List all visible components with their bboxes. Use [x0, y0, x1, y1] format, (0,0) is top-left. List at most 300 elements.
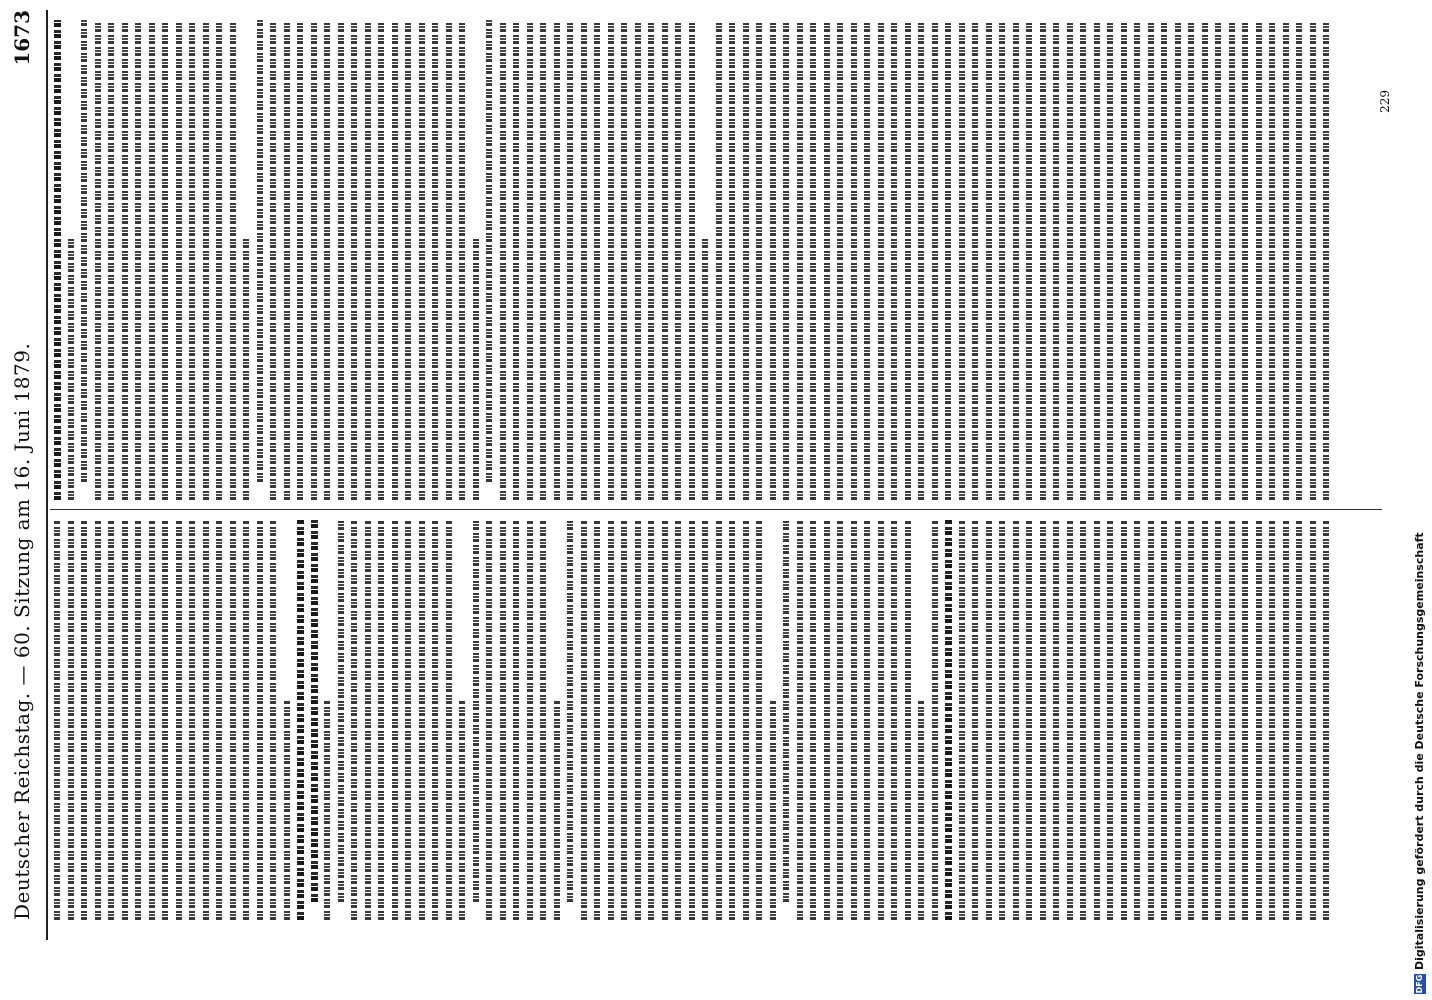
text-line-ink [176, 520, 182, 920]
text-line [995, 20, 1009, 500]
text-line [496, 520, 510, 920]
text-line-ink [1067, 20, 1073, 500]
text-line-ink [675, 520, 681, 920]
text-line-ink [729, 520, 735, 920]
text-line-ink [1242, 520, 1248, 920]
text-line [928, 20, 942, 500]
text-line [509, 520, 523, 920]
text-line-ink [54, 520, 60, 920]
text-line [212, 20, 226, 500]
text-line [1130, 20, 1144, 500]
text-line [887, 20, 901, 500]
text-line-ink [270, 20, 276, 500]
text-line-ink [918, 20, 924, 500]
text-line [982, 520, 996, 920]
text-line [1036, 520, 1050, 920]
text-line [334, 520, 348, 920]
text-line-ink [1134, 20, 1140, 500]
text-line-ink [1202, 520, 1208, 920]
signature-mark: 229 [1378, 90, 1392, 113]
text-line-ink [662, 520, 668, 920]
text-line-ink [176, 20, 182, 500]
text-line-ink [203, 520, 209, 920]
text-line-ink [149, 520, 155, 920]
text-line [1319, 520, 1333, 920]
text-line [874, 520, 888, 920]
text-line-ink [392, 20, 398, 500]
text-line-ink [432, 20, 438, 500]
text-line-ink [702, 520, 708, 920]
text-line [685, 520, 699, 920]
text-line-ink [1296, 20, 1302, 500]
text-line-ink [1107, 520, 1113, 920]
text-line-ink [1283, 20, 1289, 500]
text-line-ink [567, 520, 573, 902]
text-line-ink [1202, 20, 1208, 500]
text-line-ink [621, 20, 627, 500]
text-line [1252, 520, 1266, 920]
text-line [388, 520, 402, 920]
text-line [509, 20, 523, 500]
text-line-ink [932, 20, 938, 500]
text-line [1117, 520, 1131, 920]
text-line-ink [1013, 20, 1019, 500]
text-line-ink [1080, 520, 1086, 920]
text-line-ink [824, 20, 830, 500]
text-line [320, 520, 334, 920]
text-line-ink [635, 20, 641, 500]
text-line-ink [1067, 520, 1073, 920]
text-line [523, 520, 537, 920]
text-line-ink [648, 20, 654, 500]
text-line-ink [203, 20, 209, 500]
text-line [644, 520, 658, 920]
text-line [469, 20, 483, 500]
text-line-ink [230, 520, 236, 920]
text-line-ink [743, 20, 749, 500]
text-line-ink [95, 520, 101, 920]
text-line-ink [837, 520, 843, 920]
text-line-ink [1053, 20, 1059, 500]
text-line [226, 520, 240, 920]
text-line [1090, 20, 1104, 500]
text-line-ink [824, 520, 830, 920]
text-line [968, 20, 982, 500]
text-line-ink [1107, 20, 1113, 500]
text-line-ink [1242, 20, 1248, 500]
text-line-ink [756, 520, 762, 920]
text-line [442, 520, 456, 920]
text-line-ink [1256, 520, 1262, 920]
text-line [131, 20, 145, 500]
text-line [428, 20, 442, 500]
text-line [995, 520, 1009, 920]
text-line [118, 520, 132, 920]
text-line-ink [270, 520, 276, 920]
text-line-ink [567, 20, 573, 500]
text-line [874, 20, 888, 500]
text-line-ink [95, 20, 101, 500]
text-line [307, 520, 321, 920]
text-line [77, 20, 91, 500]
text-line [1063, 520, 1077, 920]
text-line [293, 520, 307, 920]
text-line [91, 20, 105, 500]
text-line [766, 520, 780, 920]
text-line [658, 20, 672, 500]
text-line [833, 20, 847, 500]
text-line [590, 520, 604, 920]
text-line [887, 520, 901, 920]
text-line [941, 20, 955, 500]
text-line-ink [1121, 520, 1127, 920]
text-line-ink [756, 20, 762, 500]
text-line-ink [810, 520, 816, 920]
text-line [590, 20, 604, 500]
text-line [1306, 520, 1320, 920]
text-line-ink [905, 520, 911, 920]
text-line-ink [243, 520, 249, 920]
text-line [1319, 20, 1333, 500]
text-line-ink [1148, 520, 1154, 920]
text-line-ink [486, 520, 492, 920]
text-line [50, 520, 64, 920]
text-line [658, 520, 672, 920]
text-line-ink [122, 520, 128, 920]
text-line-ink [473, 236, 479, 500]
text-line-ink [338, 20, 344, 500]
text-line-ink [581, 520, 587, 920]
text-line [158, 20, 172, 500]
text-line-ink [500, 520, 506, 920]
text-line-ink [108, 20, 114, 500]
text-line-ink [770, 20, 776, 500]
text-line [617, 20, 631, 500]
text-line-ink [1134, 520, 1140, 920]
text-line [536, 520, 550, 920]
text-line-ink [311, 520, 318, 902]
dfg-logo: DFG [1415, 974, 1424, 994]
text-line-ink [473, 520, 479, 902]
text-line-ink [432, 520, 438, 920]
text-line [1103, 20, 1117, 500]
text-line [118, 20, 132, 500]
text-line [185, 520, 199, 920]
text-line-ink [608, 520, 614, 920]
text-line-ink [405, 520, 411, 920]
text-line-ink [594, 520, 600, 920]
text-line-ink [122, 20, 128, 500]
text-line-ink [608, 20, 614, 500]
text-line-ink [419, 20, 425, 500]
text-line [752, 20, 766, 500]
text-line-ink [675, 20, 681, 500]
text-line [442, 20, 456, 500]
text-line-ink [554, 700, 560, 920]
text-line-ink [1283, 520, 1289, 920]
text-line [739, 520, 753, 920]
text-line [253, 20, 267, 500]
text-line-ink [743, 520, 749, 920]
text-line [482, 520, 496, 920]
text-line-ink [851, 520, 857, 920]
text-line-ink [770, 700, 776, 920]
text-line [1076, 520, 1090, 920]
text-line [374, 520, 388, 920]
text-line-ink [891, 20, 897, 500]
text-line-ink [54, 20, 61, 500]
text-line-ink [1215, 520, 1221, 920]
text-line-ink [972, 520, 978, 920]
text-line-ink [783, 520, 789, 902]
text-line [550, 520, 564, 920]
text-line-ink [324, 700, 330, 920]
text-line [604, 20, 618, 500]
text-line-ink [1161, 520, 1167, 920]
text-line [604, 520, 618, 920]
text-line [644, 20, 658, 500]
text-line-ink [999, 520, 1005, 920]
text-line [1157, 20, 1171, 500]
text-line [172, 20, 186, 500]
text-line-ink [351, 520, 357, 920]
text-line [928, 520, 942, 920]
text-line-ink [716, 20, 722, 500]
text-line [523, 20, 537, 500]
text-line [577, 20, 591, 500]
text-line-ink [972, 20, 978, 500]
page-number: 1673 [10, 10, 34, 66]
text-line-ink [459, 700, 465, 920]
text-line [307, 20, 321, 500]
text-line [280, 20, 294, 500]
text-line-ink [68, 520, 74, 920]
text-line-ink [311, 20, 317, 500]
text-line-ink [878, 20, 884, 500]
text-line [941, 520, 955, 920]
text-line-ink [729, 20, 735, 500]
text-line [1306, 20, 1320, 500]
text-line-ink [1229, 520, 1235, 920]
text-line [806, 20, 820, 500]
text-line-ink [986, 520, 992, 920]
text-line [712, 20, 726, 500]
text-line-ink [1040, 520, 1046, 920]
text-line [1225, 20, 1239, 500]
text-line [469, 520, 483, 920]
text-line [779, 20, 793, 500]
text-line [1238, 20, 1252, 500]
text-line-ink [1215, 20, 1221, 500]
text-line [320, 20, 334, 500]
text-line [712, 520, 726, 920]
text-line [455, 20, 469, 500]
text-line-ink [365, 520, 371, 920]
text-line [982, 20, 996, 500]
text-line-ink [446, 20, 452, 500]
text-line [239, 520, 253, 920]
text-line [793, 20, 807, 500]
text-line-ink [1040, 20, 1046, 500]
text-line [820, 20, 834, 500]
text-line [725, 20, 739, 500]
text-line [1225, 520, 1239, 920]
text-line-ink [1175, 520, 1181, 920]
text-line [145, 520, 159, 920]
text-line-ink [486, 20, 492, 482]
text-line [361, 520, 375, 920]
text-line [833, 520, 847, 920]
text-line-ink [1080, 20, 1086, 500]
text-line-ink [1148, 20, 1154, 500]
text-line-ink [797, 20, 803, 500]
text-line [77, 520, 91, 920]
text-line-ink [513, 520, 519, 920]
text-line-ink [446, 520, 452, 920]
text-line [185, 20, 199, 500]
text-line [293, 20, 307, 500]
text-line-ink [540, 20, 546, 500]
text-line [725, 520, 739, 920]
text-line-ink [378, 520, 384, 920]
text-line [334, 20, 348, 500]
text-line-ink [1310, 520, 1316, 920]
text-line-ink [230, 20, 236, 500]
text-line [239, 20, 253, 500]
text-line-ink [945, 20, 951, 500]
text-line [374, 20, 388, 500]
text-line-ink [635, 520, 641, 920]
text-line [766, 20, 780, 500]
text-line-ink [216, 20, 222, 500]
text-line-ink [1256, 20, 1262, 500]
right-column [50, 20, 1382, 500]
text-line-ink [189, 520, 195, 920]
text-line [415, 520, 429, 920]
text-line-ink [581, 20, 587, 500]
text-line [1076, 20, 1090, 500]
text-line-ink [959, 520, 965, 920]
text-line [1265, 520, 1279, 920]
text-line [685, 20, 699, 500]
text-line-ink [554, 20, 560, 500]
text-line-ink [864, 520, 870, 920]
text-line [50, 20, 64, 500]
text-line [1130, 520, 1144, 920]
text-line-ink [135, 20, 141, 500]
text-line-ink [891, 520, 897, 920]
text-line [955, 20, 969, 500]
text-line-ink [878, 520, 884, 920]
text-line [847, 520, 861, 920]
text-line-ink [527, 20, 533, 500]
text-line-ink [689, 20, 695, 500]
text-line-ink [1269, 520, 1275, 920]
text-line-ink [459, 20, 465, 500]
text-line-ink [540, 520, 546, 920]
text-line [455, 520, 469, 920]
credit-text: Digitalisierung gefördert durch die Deutsche Forschungsgemeinschaft [1413, 532, 1426, 970]
text-line [1292, 520, 1306, 920]
text-line-ink [702, 236, 708, 500]
text-line-ink [1026, 520, 1032, 920]
text-line [901, 20, 915, 500]
text-line-ink [284, 700, 290, 920]
text-line-ink [405, 20, 411, 500]
text-line [212, 520, 226, 920]
text-line-ink [1323, 520, 1329, 920]
text-line [1265, 20, 1279, 500]
text-line [496, 20, 510, 500]
text-line-ink [81, 20, 87, 482]
text-line-ink [797, 520, 803, 920]
text-line-ink [324, 20, 330, 500]
text-line-ink [905, 20, 911, 500]
text-line-ink [959, 20, 965, 500]
text-line [671, 20, 685, 500]
text-line-ink [297, 20, 303, 500]
text-line-ink [999, 20, 1005, 500]
text-line-ink [419, 520, 425, 920]
text-line [793, 520, 807, 920]
text-line [631, 20, 645, 500]
text-line [266, 520, 280, 920]
page-header [10, 0, 50, 1000]
text-line [64, 20, 78, 500]
text-line-ink [513, 20, 519, 500]
text-line [1238, 520, 1252, 920]
text-line-ink [1053, 520, 1059, 920]
text-line [806, 520, 820, 920]
text-line [253, 520, 267, 920]
text-line [739, 20, 753, 500]
text-line [698, 520, 712, 920]
text-line [401, 20, 415, 500]
text-line-ink [527, 520, 533, 920]
text-line-ink [1229, 20, 1235, 500]
text-line [1103, 520, 1117, 920]
text-line-ink [932, 520, 938, 920]
text-line [563, 20, 577, 500]
text-line [1198, 20, 1212, 500]
running-title: Deutscher Reichstag. — 60. Sitzung am 16. Juni 1879. [10, 342, 34, 920]
text-line-ink [243, 236, 249, 500]
text-line [1171, 520, 1185, 920]
text-line [550, 20, 564, 500]
text-line [752, 520, 766, 920]
text-line-ink [81, 520, 87, 920]
text-line [280, 520, 294, 920]
text-line-ink [189, 20, 195, 500]
text-line-ink [338, 520, 344, 902]
text-line [388, 20, 402, 500]
text-line [820, 520, 834, 920]
text-line-ink [500, 20, 506, 500]
text-line-ink [864, 20, 870, 500]
text-line [1036, 20, 1050, 500]
text-line-ink [851, 20, 857, 500]
text-line-ink [648, 520, 654, 920]
text-line [104, 20, 118, 500]
text-line [415, 20, 429, 500]
text-line [1063, 20, 1077, 500]
text-line [1049, 520, 1063, 920]
text-line-ink [1269, 20, 1275, 500]
text-line [1184, 520, 1198, 920]
text-line-ink [1161, 20, 1167, 500]
text-line [847, 20, 861, 500]
text-line [1117, 20, 1131, 500]
